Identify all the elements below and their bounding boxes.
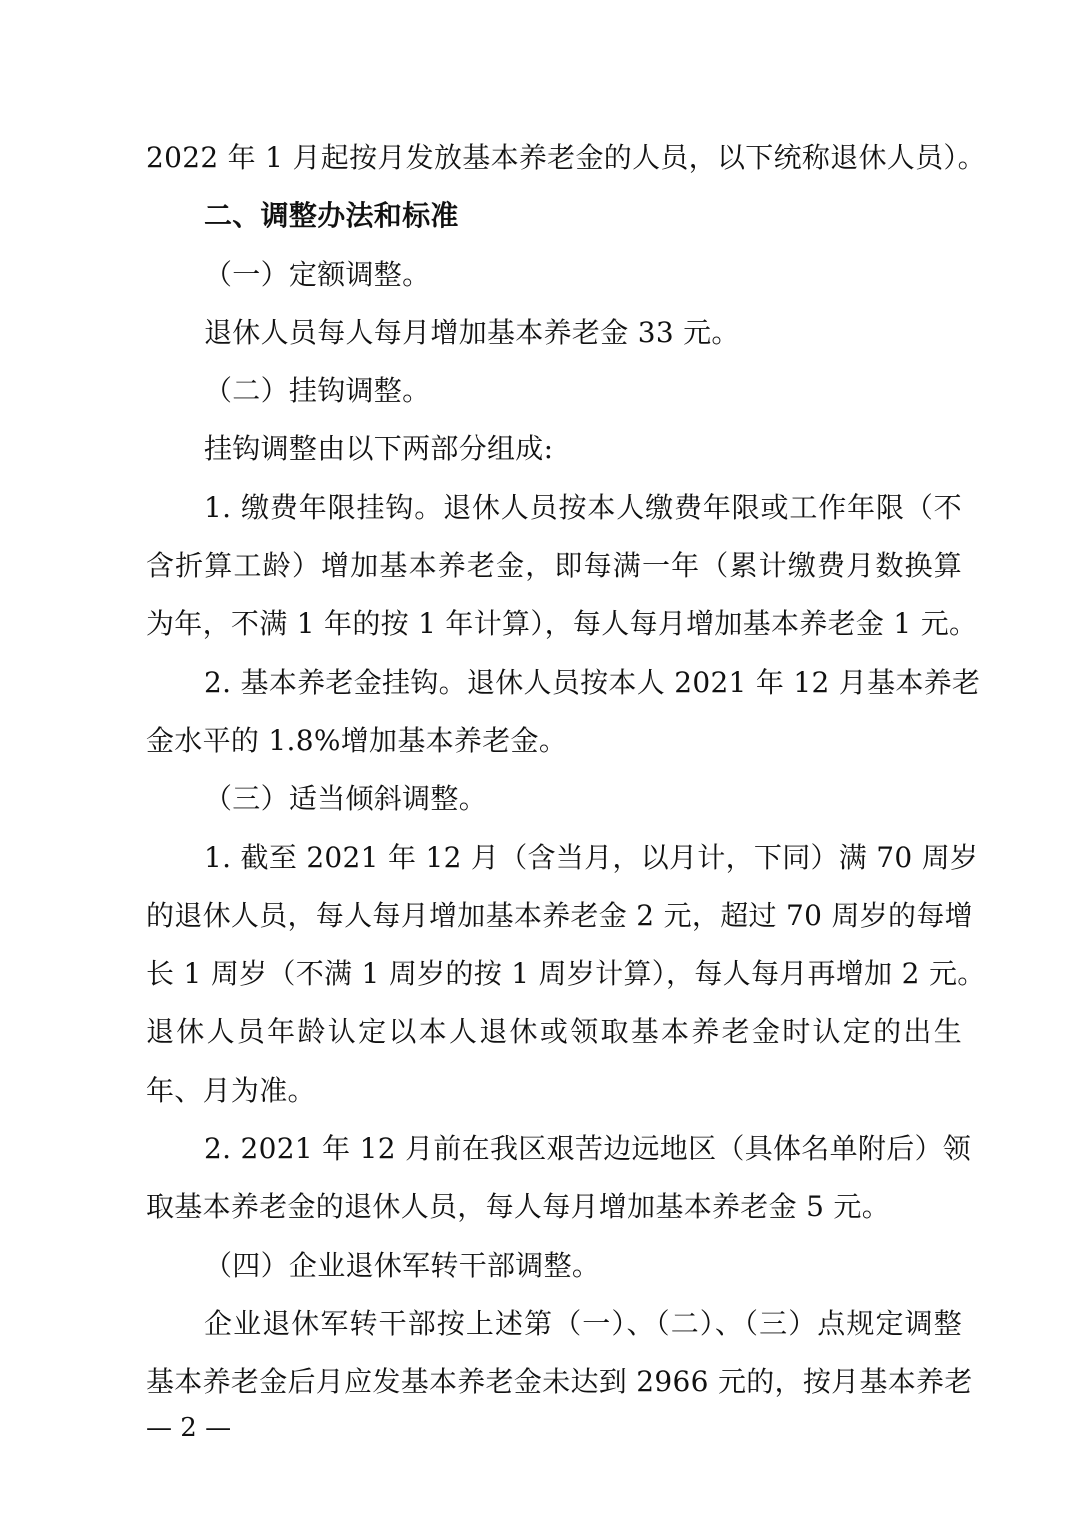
paragraph-line: 长 1 周岁（不满 1 周岁的按 1 周岁计算），每人每月再增加 2 元。 [146, 957, 986, 991]
paragraph-line: 2. 2021 年 12 月前在我区艰苦边远地区（具体名单附后）领 [204, 1132, 972, 1166]
paragraph-line: 退休人员年龄认定以本人退休或领取基本养老金时认定的出生 [146, 1015, 962, 1049]
paragraph-line: 基本养老金后月应发基本养老金未达到 2966 元的，按月基本养老 [146, 1365, 973, 1399]
paragraph-line: 为年，不满 1 年的按 1 年计算），每人每月增加基本养老金 1 元。 [146, 607, 978, 641]
paragraph-line: 的退休人员，每人每月增加基本养老金 2 元，超过 70 周岁的每增 [146, 898, 973, 932]
paragraph-line: 1. 截至 2021 年 12 月（含当月，以月计，下同）满 70 周岁 [204, 840, 979, 874]
paragraph-line: 退休人员每人每月增加基本养老金 33 元。 [204, 315, 740, 349]
subsection-heading: （三）适当倾斜调整。 [204, 782, 488, 816]
paragraph-line: 2. 基本养老金挂钩。退休人员按本人 2021 年 12 月基本养老 [204, 665, 981, 699]
paragraph-line: 取基本养老金的退休人员，每人每月增加基本养老金 5 元。 [146, 1190, 891, 1224]
subsection-heading: （二）挂钩调整。 [204, 374, 431, 408]
paragraph-line: 金水平的 1.8%增加基本养老金。 [146, 723, 568, 757]
paragraph-line: 企业退休军转干部按上述第（一）、（二）、（三）点规定调整 [204, 1306, 962, 1340]
paragraph-line: 含折算工龄）增加基本养老金，即每满一年（累计缴费月数换算 [146, 549, 962, 583]
document-body [146, 129, 986, 1412]
subsection-heading: （四）企业退休军转干部调整。 [204, 1248, 601, 1282]
paragraph-line: 1. 缴费年限挂钩。退休人员按本人缴费年限或工作年限（不 [204, 490, 962, 524]
page-number: — 2 — [146, 1413, 232, 1443]
paragraph-line: 年、月为准。 [146, 1073, 316, 1107]
subsection-heading: （一）定额调整。 [204, 257, 431, 291]
paragraph-line: 挂钩调整由以下两部分组成: [204, 432, 554, 466]
paragraph-line: 2022 年 1 月起按月发放基本养老金的人员，以下统称退休人员）。 [146, 141, 986, 174]
section-heading: 二、调整办法和标准 [204, 199, 459, 233]
